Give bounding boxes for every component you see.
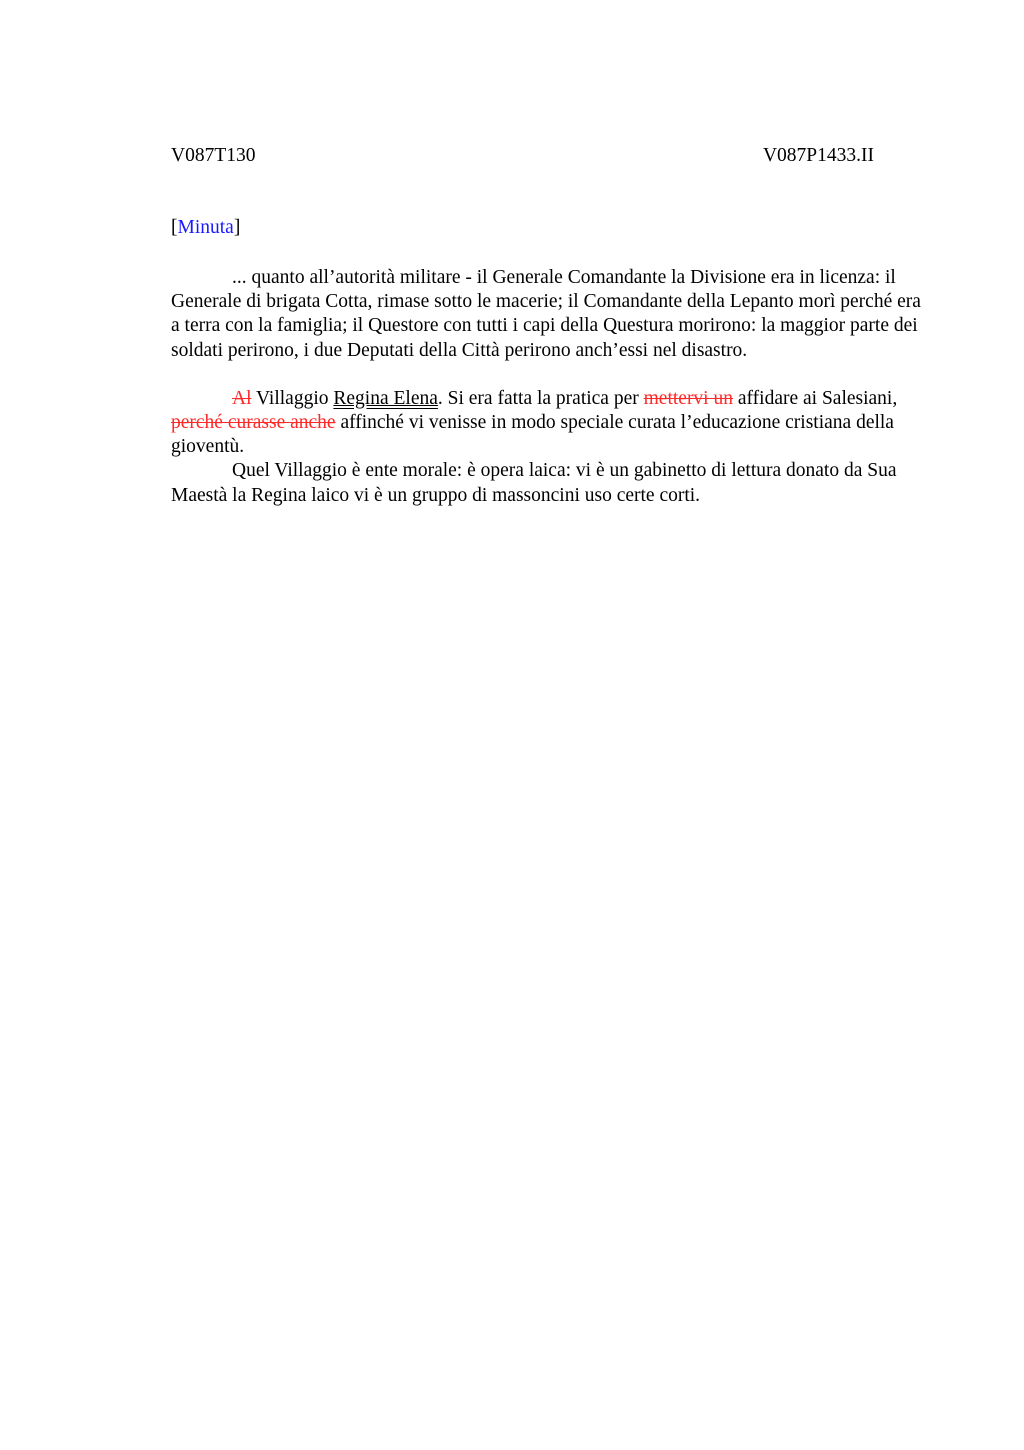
text-span: affinché vi venisse in modo speciale curata l’educazione cristiana della gioventù. [171, 412, 894, 458]
document-code-left: V087T130 [171, 145, 256, 166]
text-span: . Si era fatta la pratica per [437, 387, 644, 409]
paragraph-villaggio [171, 387, 921, 460]
text-span: affidare ai Salesiani, [732, 387, 898, 409]
document-code-right: V087P1433.II [762, 145, 874, 166]
deleted-text: Al [232, 387, 252, 409]
document-body [171, 266, 921, 508]
minuta-text: Minuta [177, 217, 234, 238]
paragraph-authorities: ... quanto all’autorità militare - il Generale Comandante la Divisione era in licenza: il Generale di brigata Cotta, rimase sotto le macerie; il Comandante della Lepanto morì perché era a terra con la famiglia; il Questore con tutti i capi della Questura morirono: la maggior parte dei soldati perirono, i due Deputati della Città perirono anch’essi nel disastro. [171, 267, 921, 361]
deleted-text: mettervi un [643, 387, 733, 409]
close-bracket: ] [233, 217, 241, 238]
paragraph-ente-morale: Quel Villaggio è ente morale: è opera laica: vi è un gabinetto di lettura donato da Sua Maestà la Regina laico vi è un gruppo di massoncini uso certe corti. [171, 460, 897, 506]
text-span: Villaggio [251, 387, 334, 409]
deleted-text: perché curasse anche [171, 412, 336, 434]
underlined-name: Regina Elena [333, 387, 438, 409]
minuta-label [171, 217, 240, 239]
page-header [171, 145, 874, 171]
open-bracket: [ [171, 217, 178, 238]
